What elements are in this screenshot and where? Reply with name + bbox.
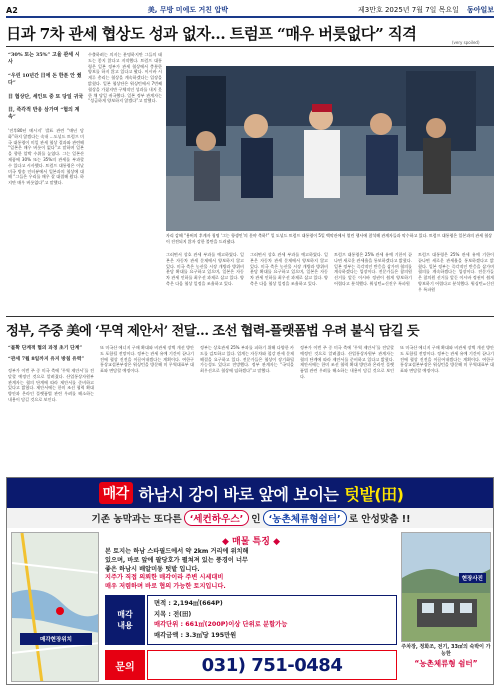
feature-line: 좋은 하남시 배알미동 텃밭 입니다. xyxy=(105,565,200,573)
article2-lede xyxy=(8,345,94,364)
lede-line: “30% 또는 35%” 고율 관세 시사 xyxy=(8,52,80,66)
feature-line: 지주가 직접 의뢰한 매각이라 주변 시세대비 xyxy=(105,574,224,582)
page-number: A2 xyxy=(6,5,18,15)
ad-title xyxy=(7,478,494,508)
info-label: 매각 내용 xyxy=(105,595,145,645)
site-photo-illustration xyxy=(402,533,491,642)
info-line: 매각단위 : 661㎡(200P)이상 단위로 분할가능 xyxy=(154,621,288,628)
newspaper-brand: 동아일보 xyxy=(466,5,494,14)
advertisement xyxy=(6,477,494,685)
article1-lede xyxy=(8,52,84,122)
article1-col3: 그러면서 상호 관세 부과를 예고하였다. 일본은 자동차 관세 문제에서 양보하지 않고 있다. 미국 측은 농산물 시장 개방과 방위비 분담 확대를 요구하고 있으며, 일본은 자동차 관세 인하를 최우선 과제로 삼고 있다. 양측은 다음 협상 일정을 조율하고 있다. xyxy=(166,252,244,286)
location-map xyxy=(11,532,99,682)
feature-line: 매우 저렴하며 바로 협의 가능한 토지입니다. xyxy=(105,583,226,591)
lede-line: “우린 10년간 日에 돈 한푼 안 줬다” xyxy=(8,72,82,87)
article2-col1: 정부가 이번 주 중 미국 측에 ‘무역 제안서’를 전달할 예정인 것으로 알려졌다. 산업통상자원부 관계자는 협의 단계에 따라 제안서를 준비하고 있다고 밝혔다. 제안서에는 한미 조선 협력 확대 방안과 온라인 플랫폼법 관련 우려를 해소하는 내용이 담길 것으로 보인다. xyxy=(8,368,94,402)
page-header xyxy=(6,4,494,18)
ad-sub-d: ‘농촌체류형쉼터’ xyxy=(263,510,347,526)
article1-photo xyxy=(166,66,494,231)
features-list xyxy=(105,548,397,592)
article2-col5: 또 미국산 에너지 구매 확대와 비관세 장벽 개선 방안도 포함될 전망이다. 정부는 관세 유예 기간이 끝나기 전에 협상 진전을 이끌어내겠다는 계획이다. 여한구 통상교섭본부장은 워싱턴을 방문해 미 무역대표부 대표와 면담할 예정이다. xyxy=(400,345,494,374)
features-title: ◆ 매물 특징 ◆ xyxy=(221,537,281,547)
site-caption-b: “농촌체류형 쉼터” xyxy=(414,659,478,668)
article1-col4b: 트럼프 대통령은 25% 관세 유예 기한이 끝나면 새로운 관세율을 통보하겠다고 밝혔다. 일본 정부는 즉각적인 반응을 삼가며 협의를 계속하겠다는 입장이다. 전문가들은 참의원 선거를 앞둔 이시바 정권이 쉽게 양보하기 어렵다고 분석했다. 워싱턴=신진우 특파원 xyxy=(418,252,494,292)
lede-line: “불확 단계적 협의 과정 초기 단계” xyxy=(8,345,83,351)
photo-illustration xyxy=(166,66,494,231)
phone-label: 문의 xyxy=(105,650,145,680)
info-box xyxy=(147,595,397,645)
article1-col4: 트럼프 대통령은 25% 관세 유예 기한이 끝나면 새로운 관세율을 통보하겠다고 밝혔다. 일본 정부는 즉각적인 반응을 삼가며 협의를 계속하겠다는 입장이다. 전문가들은 참의원 선거를 앞둔 이시바 정권이 쉽게 양보하기 어렵다고 분석했다. 워싱턴=신진우 특파원 xyxy=(334,252,412,286)
phone-number: 031) 751-0484 xyxy=(147,650,397,680)
site-photo xyxy=(401,532,491,642)
map-label: 매각현장위치 xyxy=(20,633,92,645)
feature-line: 있으며, 바로 앞에 팔당호가 펼쳐져 있는 풍경이 너무 xyxy=(105,556,248,564)
article1-col1: ‘전후80년 메시지’ 발표 관련 “매년 담화”하지 않겠다는 속내 …도널드 트럼프 미국 대통령이 미일 관세 협상 결과와 관련해 “일본은 매우 버릇이 없다”고 말하며 일본을 향한 압박 수위를 높였다. 그는 일본산 제품에 30% 또는 35%의 관세를 부과할 수 있다고 시사했다. 트럼프 대통령은 이날 미국 방송 인터뷰에서 일본과의 협상에 대해 “그들은 우리를 매우 잘 대접해 왔다. 하지만 매우 버릇없다”고 말했다. xyxy=(8,128,84,186)
ad-sub-b: ‘세컨하우스’ xyxy=(184,510,250,526)
ad-title-a: 하남시 강이 바로 앞에 보이는 xyxy=(138,484,339,504)
lede-line: 日, 즉각적 반응 삼가며 “협의 계속” xyxy=(8,107,80,121)
ad-sub-e: 로 안성맞춤 !! xyxy=(348,514,411,525)
site-caption-a: 주차장, 정화조, 전기, 33㎡의 숙박이 가능한 xyxy=(401,644,491,657)
map-illustration xyxy=(12,533,99,682)
article2-col2: 또 미국산 에너지 구매 확대와 비관세 장벽 개선 방안도 포함될 전망이다. 정부는 관세 유예 기간이 끝나기 전에 협상 진전을 이끌어내겠다는 계획이다. 여한구 통상교섭본부장은 워싱턴을 방문해 미 무역대표부 대표와 면담할 예정이다. xyxy=(100,345,194,374)
article2-col3: 정부는 상호관세 25% 부과를 피하기 위해 다양한 카드를 검토하고 있다. 업계는 자동차와 철강 관세 문제 해결을 요구하고 있다. 전문가들은 협상이 장기화될 가능성도 있다고 전망했다. 정부 관계자는 “국익을 최우선으로 협상에 임하겠다”고 말했다. xyxy=(200,345,294,374)
ad-title-b: 텃밭(田) xyxy=(344,484,404,504)
article1-col3b: 그러면서 상호 관세 부과를 예고하였다. 일본은 자동차 관세 문제에서 양보하지 않고 있다. 미국 측은 농산물 시장 개방과 방위비 분담 확대를 요구하고 있으며, 일본은 자동차 관세 인하를 최우선 과제로 삼고 있다. 양측은 다음 협상 일정을 조율하고 있다. xyxy=(250,252,328,286)
ad-sub-c: 인 xyxy=(251,514,261,525)
feature-line: 본 토지는 하남 스타필드에서 약 2km 거리에 위치해 xyxy=(105,548,249,555)
info-line: 지목 : 전(田) xyxy=(154,610,192,618)
article2-col4: 정부가 이번 주 중 미국 측에 ‘무역 제안서’를 전달할 예정인 것으로 알려졌다. 산업통상자원부 관계자는 협의 단계에 따라 제안서를 준비하고 있다고 밝혔다. 제안서에는 한미 조선 협력 확대 방안과 온라인 플랫폼법 관련 우려를 해소하는 내용이 담길 것으로 보인다. xyxy=(300,345,394,379)
lede-line: 日 협상단, 세인트 중 또 당일 귀국 xyxy=(8,93,84,100)
article1-col2: 수출하려는 의지는 분명하지만 그들의 태도는 좋지 않다고 지적했다. 트럼프 대통령은 일본 정부가 관세 협상에서 충분한 양보를 하지 않고 있다고 봤다. 이시바 시게루 총리는 협상을 계속하겠다는 입장을 밝혔다. 일본 협상단은 워싱턴에서 7번째 협상을 가졌지만 구체적인 성과를 내지 못한 채 당일 귀국했다. 일본 정부 관계자는 “성급하게 양보하지 않겠다”고 말했다. xyxy=(88,52,162,104)
ad-sub-a: 기존 농막과는 또다른 xyxy=(91,514,182,525)
section-line: 美, 무방 미에도 거친 압박 xyxy=(147,6,229,14)
info-line: 면적 : 2,194㎡(664P) xyxy=(154,600,223,607)
article1-headline: 日과 7차 관세 협상도 성과 없자… 트럼프 “매우 버릇없다” 직격 xyxy=(6,25,417,43)
article2-headline: 정부, 주중 美에 ‘무역 제안서’ 전달… 조선 협력-플랫폼법 우려 불식 담길 듯 xyxy=(6,324,419,339)
lede-line: “관세 7월 8일까지 유지 방침 유력” xyxy=(8,356,85,363)
article1-credit: (very spoiled) xyxy=(452,40,480,45)
ad-tag: 매각 xyxy=(99,482,133,504)
site-photo-label: 현장사진 xyxy=(459,573,486,583)
issue-info: 제3만호 2025년 7월 7일 목요일 xyxy=(358,6,459,14)
article1-caption: 자리 감해 “용버의 후계자 청명 ‘그는 항생인’의 분야 축하!” 일 도널드 트럼프 대통령이 5일 백악관에서 열린 행사에 참석해 관계자들과 악수하고 있다. 트럼프 대통령은 일본과의 관세 협상이 진전되지 않자 강한 불만을 드러냈다. xyxy=(166,233,492,244)
site-caption xyxy=(401,644,491,667)
ad-subtitle xyxy=(7,508,494,528)
info-line: 매각금액 : 3.3㎡당 195만원 xyxy=(154,631,237,639)
rule xyxy=(6,46,494,47)
rule xyxy=(6,316,494,317)
